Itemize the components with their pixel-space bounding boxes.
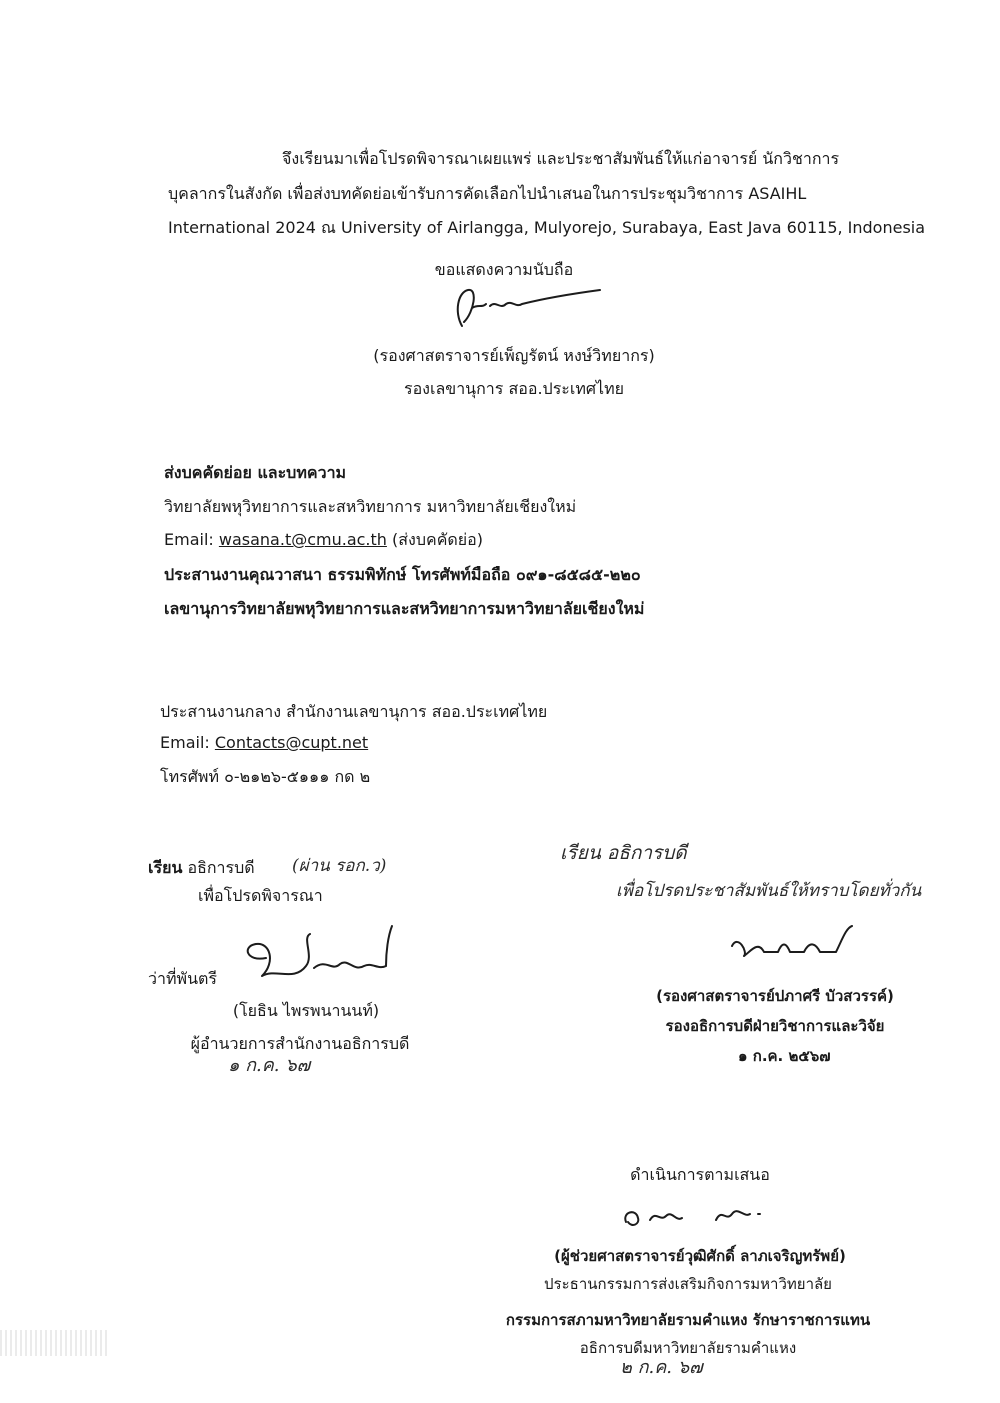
sender-title: รองเลขานุการ สออ.ประเทศไทย (403, 379, 625, 398)
central-email-label: Email: (160, 733, 210, 752)
memo-left-rank: ว่าที่พันตรี (148, 969, 217, 988)
sender-signature (450, 282, 610, 332)
submission-email-link[interactable]: wasana.t@cmu.ac.th (218, 530, 387, 549)
memo-right-handwritten-line-2: เพื่อโปรดประชาสัมพันธ์ให้ทราบโดยทั่วกัน (616, 881, 922, 901)
memo-bottom-name: (ผู้ช่วยศาสตราจารย์วุฒิศักดิ์ ลาภเจริญทรัพย์) (554, 1247, 846, 1265)
memo-bottom-line-3: อธิการบดีมหาวิทยาลัยรามคำแหง (579, 1339, 797, 1357)
memo-bottom-handwritten-date: ๒ ก.ค. ๖๗ (620, 1357, 703, 1378)
central-email-link[interactable]: Contacts@cupt.net (214, 733, 369, 752)
email-label: Email: (164, 530, 214, 549)
memo-bottom-signature (616, 1192, 776, 1232)
memo-bottom-action: ดำเนินการตามเสนอ (630, 1165, 770, 1184)
memo-right-position: รองอธิการบดีฝ่ายวิชาการและวิจัย (665, 1017, 885, 1035)
submission-heading: ส่งบคคัดย่อย และบทความ (164, 463, 347, 482)
memo-right-signature (724, 922, 874, 962)
intro-line-3: International 2024 ณ University of Airlangga, Mulyorejo, Surabaya, East Java 60115, Indonesia (168, 218, 926, 237)
memo-left-handwritten-date: ๑ ก.ค. ๖๗ (228, 1055, 311, 1076)
central-email-row (160, 733, 368, 752)
submission-secretary: เลขานุการวิทยาลัยพหุวิทยาการและสหวิทยาการมหาวิทยาลัยเชียงใหม่ (164, 599, 645, 618)
memo-left-signature (236, 922, 396, 992)
memo-bottom-line-1: ประธานกรรมการส่งเสริมกิจการมหาวิทยาลัย (544, 1275, 832, 1293)
memo-right-handwritten-line-1: เรียน อธิการบดี (560, 842, 687, 864)
memo-bottom-line-2: กรรมการสภามหาวิทยาลัยรามคำแหง รักษาราชการแทน (505, 1311, 871, 1329)
memo-left-name: (โยธิน ไพรพนานนท์) (232, 1001, 380, 1020)
memo-to-label: เรียน (148, 858, 183, 877)
intro-line-1: จึงเรียนมาเพื่อโปรดพิจารณาเผยแพร่ และประชาสัมพันธ์ให้แก่อาจารย์ นักวิชาการ (282, 149, 840, 168)
submission-coordinator: ประสานงานคุณวาสนา ธรรมพิทักษ์ โทรศัพท์มือถือ ๐๙๑-๘๕๘๕-๒๒๐ (164, 565, 641, 584)
memo-to: อธิการบดี (187, 858, 255, 877)
memo-right-date: ๑ ก.ค. ๒๕๖๗ (738, 1047, 831, 1065)
memo-left-to (148, 856, 255, 881)
closing-salutation: ขอแสดงความนับถือ (434, 260, 574, 279)
memo-left-handwritten-via: (ผ่าน รอก.ว) (292, 856, 387, 876)
scan-artifact (0, 1330, 110, 1356)
submission-email-row (164, 528, 483, 553)
central-line: ประสานงานกลาง สำนักงานเลขานุการ สออ.ประเทศไทย (160, 702, 548, 721)
submission-org: วิทยาลัยพหุวิทยาการและสหวิทยาการ มหาวิทยาลัยเชียงใหม่ (164, 497, 577, 516)
memo-right-name: (รองศาสตราจารย์ปภาศรี บัวสวรรค์) (656, 987, 894, 1005)
memo-left-purpose: เพื่อโปรดพิจารณา (198, 886, 323, 905)
central-phone: โทรศัพท์ ๐-๒๑๒๖-๕๑๑๑ กด ๒ (160, 767, 371, 786)
intro-line-2: บุคลากรในสังกัด เพื่อส่งบทคัดย่อเข้ารับการคัดเลือกไปนำเสนอในการประชุมวิชาการ ASAIHL (168, 184, 807, 203)
sender-name: (รองศาสตราจารย์เพ็ญรัตน์ หงษ์วิทยากร) (373, 346, 655, 365)
email-note: (ส่งบคคัดย่อ) (392, 530, 484, 549)
memo-left-position: ผู้อำนวยการสำนักงานอธิการบดี (190, 1034, 410, 1053)
